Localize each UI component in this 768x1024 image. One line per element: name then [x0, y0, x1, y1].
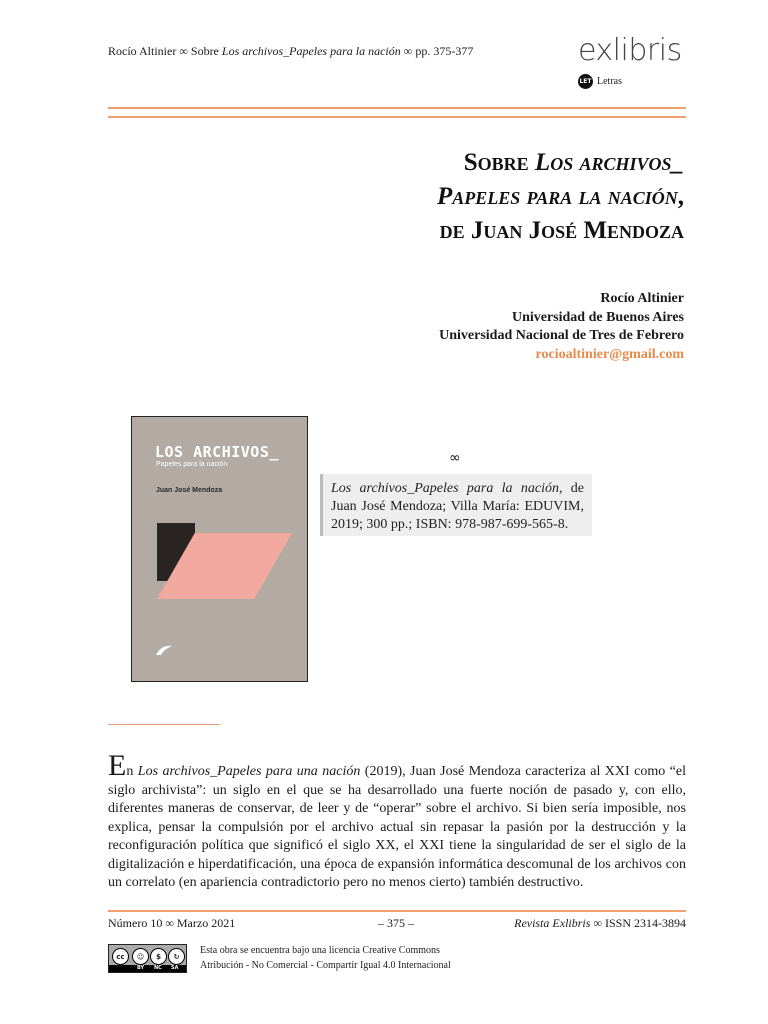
cc-license-badge[interactable]: [108, 944, 187, 973]
title-line-3: de Juan José Mendoza: [439, 217, 684, 244]
journal-logo: [578, 33, 688, 89]
license-line-1: Esta obra se encuentra bajo una licencia Creative Commons: [200, 945, 440, 956]
license-line-2: Atribución - No Comercial - Compartir Igual 4.0 Internacional: [200, 959, 451, 971]
drop-cap: E: [108, 749, 127, 782]
running-head-separator: ∞: [179, 44, 188, 58]
body-first-word-rest: n: [126, 764, 138, 779]
logo-wordmark: exlibris: [578, 33, 682, 68]
book-reference: [320, 474, 592, 536]
title-line-2: [437, 180, 684, 214]
running-head: [108, 44, 473, 59]
body-paragraph: [108, 749, 686, 893]
footer-issue: Número 10 ∞ Marzo 2021: [108, 916, 236, 930]
attribution-icon: ☺: [132, 948, 149, 965]
author-affiliation-2: Universidad Nacional de Tres de Febrero: [439, 328, 684, 343]
share-alike-icon: ↻: [168, 948, 185, 965]
article-title: [437, 146, 684, 248]
running-head-sobre: Sobre: [190, 44, 219, 58]
footer: [108, 916, 686, 932]
author-block: [439, 290, 684, 364]
footer-journal-name: Revista Exlibris: [514, 916, 591, 930]
header-rule-top: [108, 107, 686, 109]
author-email-link[interactable]: rocioaltinier@gmail.com: [535, 346, 684, 362]
infinity-separator: ∞: [449, 450, 461, 466]
logo-sub-label: Letras: [597, 76, 622, 87]
cover-subtitle: Papeles para la nación: [156, 461, 228, 468]
title-comma: ,: [677, 183, 684, 210]
footer-page-number: – 375 –: [378, 916, 414, 930]
author-name: Rocío Altinier: [600, 291, 684, 306]
running-head-book-title: Los archivos_Papeles para la nación: [221, 44, 401, 58]
running-head-pages: pp. 375-377: [415, 44, 474, 58]
author-affiliation-1: Universidad de Buenos Aires: [511, 309, 684, 325]
header-rule-bottom: [108, 116, 686, 118]
non-commercial-icon: $: [150, 948, 167, 965]
logo-subline: [578, 74, 688, 89]
running-head-author: Rocío Altinier: [108, 44, 177, 58]
title-word-sobre: Sobre: [463, 149, 529, 176]
cc-label-by: BY: [137, 965, 145, 971]
reference-details: , de Juan José Mendoza; Villa María: EDUVIM, 2019; 300 pp.; ISBN: 978-987-699-565-8.: [331, 481, 585, 532]
cc-icon: cc: [112, 948, 129, 965]
title-book-part-1: Los archivos_: [534, 149, 684, 176]
running-head-separator-2: ∞: [403, 44, 413, 58]
title-line-1: [437, 146, 684, 180]
body-text-main: (2019), Juan José Mendoza caracteriza al XXI como “el siglo archivista”: un siglo en el que se ha desarrollado una fuerte noción de pasado y, con ello, diferentes maneras de conservar, de leer y de “operar” sobre el archivo. Si bien sería imposible, nos explica, pensar la compulsión por el archivo actual sin repasar la pasión por la destrucción y la reconfiguración política que significó el siglo XX, el XXI tiene la singularidad de ser el siglo de la digitalización e hiperdatificación, una época de expansión informática descomunal de los archivos con un correlato (en apariencia contradictorio pero no menos cierto) también destructivo.: [108, 764, 686, 890]
cc-label-nc: NC: [154, 965, 162, 971]
footer-issn: ∞ ISSN 2314-3894: [590, 916, 686, 930]
cover-title: LOS ARCHIVOS_: [155, 443, 279, 461]
cover-author: Juan José Mendoza: [156, 487, 223, 494]
publisher-logo-icon: [154, 643, 174, 657]
title-book-part-2: Papeles para la nación: [437, 183, 678, 210]
reference-title: Los archivos_Papeles para la nación: [331, 481, 559, 496]
book-cover-image: [131, 416, 308, 682]
cc-label-sa: SA: [171, 965, 179, 971]
footer-journal: [514, 916, 686, 931]
footer-rule: [108, 910, 686, 912]
license-text: [200, 944, 451, 973]
logo-badge-icon: LET: [578, 74, 593, 89]
body-rule: [108, 724, 220, 725]
body-book-title: Los archivos_Papeles para una nación: [137, 764, 361, 779]
